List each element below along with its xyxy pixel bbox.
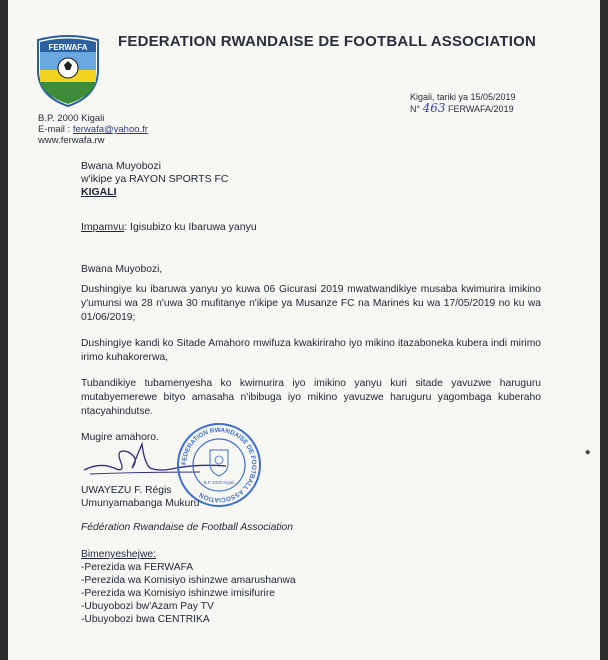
reference-number: N° 463 FERWAFA/2019 (410, 101, 514, 115)
letter-page (8, 0, 600, 660)
subject-line (81, 221, 257, 233)
recipient-block (81, 160, 228, 199)
closing: Mugire amahoro. (81, 432, 159, 443)
paragraph-3: Tubandikiye tubamenyesha ko kwimurira iyo imikino yanyu kuri sitade yavuzwe haruguru mutabyemerewe bityo amasaha n'ibibuga iyo mikino yavuzwe haruguru yagombaga kuberaho ntacyahindutse. (81, 378, 541, 417)
website: www.ferwafa.rw (38, 135, 105, 146)
email-label: E-mail : (38, 124, 73, 135)
stamp-inner-text: B.P 2000 Kigali (203, 480, 235, 485)
organization-footer: Fédération Rwandaise de Football Association (81, 522, 293, 533)
handwritten-number: 463 (422, 101, 446, 115)
signer-title: Umunyamabanga Mukuru (81, 498, 200, 509)
copy-recipient: -Perezida wa Komisiyo ishinzwe imisifurire (81, 588, 275, 599)
stamp-ring-text: FEDERATION RWANDAISE DE FOOTBALL ASSOCIATION (180, 426, 258, 504)
subject-text: : Igisubizo ku Ibaruwa yanyu (124, 221, 257, 233)
contact-block (38, 113, 148, 146)
email-line (38, 124, 148, 135)
logo-text: FERWAFA (48, 43, 88, 52)
recipient-city: KIGALI (81, 186, 117, 198)
copy-recipient: -Perezida wa FERWAFA (81, 562, 194, 573)
signer-block (81, 484, 199, 510)
email-link[interactable]: ferwafa@yahoo.fr (72, 124, 148, 135)
copies-heading: Bimenyeshejwe: (81, 549, 156, 560)
paragraph-2: Dushingiye kandi ko Sitade Amahoro mwifuza kwakiriraho iyo mikino itazaboneka kubera indi mirimo irimo kuhakorerwa, (81, 338, 541, 363)
paragraph-1: Dushingiye ku ibaruwa yanyu yo kuwa 06 Gicurasi 2019 mwatwandikiye musaba kwimurira imikino y'umunsi wa 28 n'uwa 30 mufitanye n'ikipe ya Musanze FC na Marines ku wa 17/05/2019 no ku wa 01/06/2019; (81, 284, 541, 323)
copy-recipient: -Ubuyobozi bwa CENTRIKA (81, 614, 210, 625)
copies-block (81, 548, 296, 626)
margin-mark: ◆ (585, 449, 591, 456)
copy-recipient: -Perezida wa Komisiyo ishinzwe amarushanwa (81, 575, 296, 586)
signer-name: UWAYEZU F. Régis (81, 485, 172, 496)
recipient-line-1: Bwana Muyobozi (81, 160, 161, 172)
organization-title: FEDERATION RWANDAISE DE FOOTBALL ASSOCIATION (118, 33, 536, 50)
date-line: Kigali, tariki ya 15/05/2019 (410, 92, 516, 102)
salutation: Bwana Muyobozi, (81, 264, 163, 275)
po-box: B.P. 2000 Kigali (38, 113, 105, 124)
subject-label: Impamvu (81, 221, 125, 233)
copy-recipient: -Ubuyobozi bw'Azam Pay TV (81, 601, 214, 612)
ferwafa-logo (32, 30, 104, 108)
recipient-line-2: w'ikipe ya RAYON SPORTS FC (81, 173, 229, 185)
reference-block (410, 92, 516, 115)
